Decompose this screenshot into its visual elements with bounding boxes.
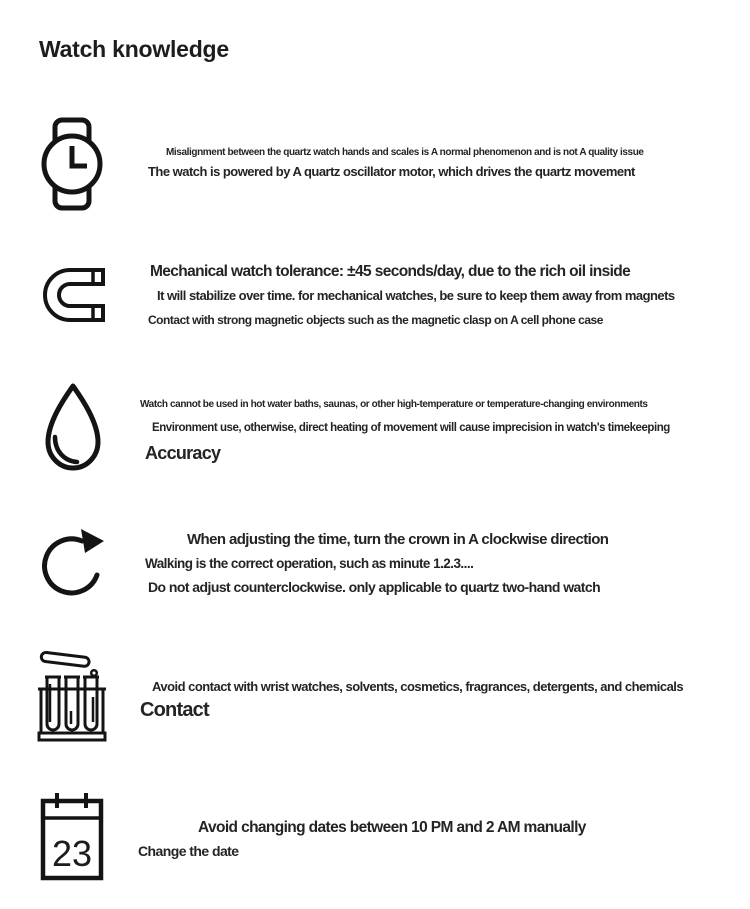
section-text-line: The watch is powered by A quartz oscillator motor, which drives the quartz movement	[148, 164, 635, 179]
calendar-day-number: 23	[51, 833, 93, 874]
section-text-line: Avoid changing dates between 10 PM and 2 AM manually	[198, 819, 586, 836]
section-text-line: Do not adjust counterclockwise. only applicable to quartz two-hand watch	[148, 579, 601, 595]
section-text-line: Avoid contact with wrist watches, solvents, cosmetics, fragrances, detergents, and chemicals	[152, 679, 684, 694]
page-title: Watch knowledge	[39, 36, 229, 62]
calendar-icon	[40, 791, 104, 881]
wristwatch-icon	[40, 117, 104, 211]
section-text-line: Misalignment between the quartz watch hands and scales is A normal phenomenon and is not A quality issue	[166, 147, 644, 158]
section-text-line: Environment use, otherwise, direct heating of movement will cause imprecision in watch's timekeeping	[152, 422, 670, 434]
section-heading-accuracy: Accuracy	[145, 443, 221, 463]
clockwise-arrow-icon	[42, 526, 106, 603]
section-text-line: It will stabilize over time. for mechanical watches, be sure to keep them away from magnets	[157, 288, 675, 303]
section-text-line: Walking is the correct operation, such as minute 1.2.3....	[145, 556, 474, 571]
section-text-line: Contact with strong magnetic objects such as the magnetic clasp on A cell phone case	[148, 313, 603, 327]
section-text-line: Mechanical watch tolerance: ±45 seconds/day, due to the rich oil inside	[150, 263, 631, 280]
section-text-line: Watch cannot be used in hot water baths, saunas, or other high-temperature or temperature-changing environments	[140, 399, 648, 410]
section-text-line: Change the date	[138, 843, 239, 859]
section-text-line: When adjusting the time, turn the crown in A clockwise direction	[187, 531, 609, 548]
water-drop-icon	[42, 381, 104, 473]
section-heading-contact: Contact	[140, 699, 209, 721]
test-tubes-icon	[36, 645, 108, 745]
magnet-icon	[42, 266, 106, 324]
